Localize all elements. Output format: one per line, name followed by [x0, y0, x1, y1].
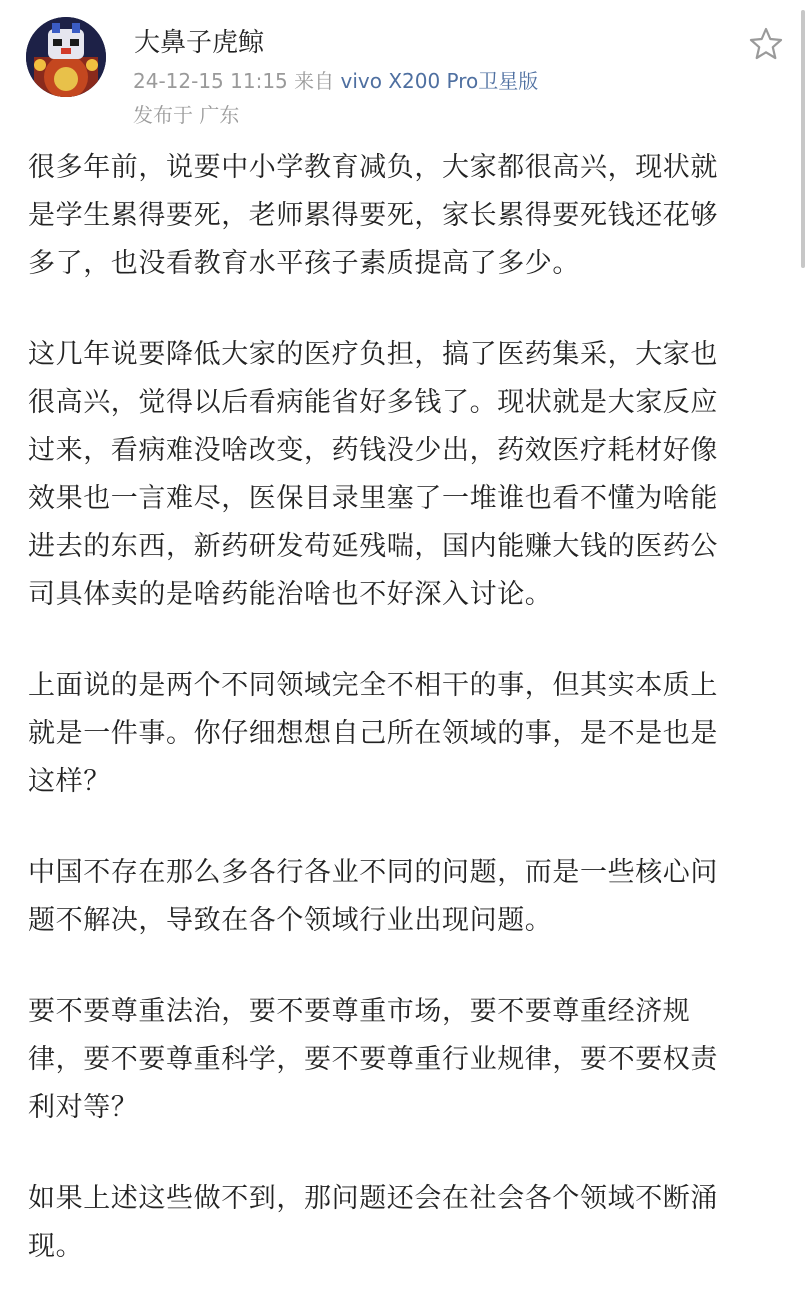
avatar-image: [26, 17, 106, 97]
star-outline-icon[interactable]: [748, 26, 784, 62]
scrollbar[interactable]: [801, 10, 805, 268]
post-meta: [133, 67, 538, 95]
paragraph: 上面说的是两个不同领域完全不相干的事，但其实本质上 就是一件事。你仔细想想自己所在领域的事，是不是也是 这样？: [28, 670, 718, 797]
post-content: [28, 144, 784, 1314]
paragraph: 中国不存在那么多各行各业不同的问题，而是一些核心问 题不解决，导致在各个领域行业出现问题。: [28, 857, 718, 936]
paragraph: 如果上述这些做不到，那问题还会在社会各个领域不断涌 现。: [28, 1183, 718, 1262]
paragraph: 要不要尊重法治，要不要尊重市场，要不要尊重经济规 律，要不要尊重科学，要不要尊重行业规律，要不要权责 利对等？: [28, 996, 718, 1123]
source-prefix: 来自: [294, 69, 335, 93]
paragraph: 这几年说要降低大家的医疗负担，搞了医药集采，大家也 很高兴，觉得以后看病能省好多钱了。现状就是大家反应 过来，看病难没啥改变，药钱没少出，药效医疗耗材好像 效果也一言难尽，医保目录里塞了一堆谁也看不懂为啥能 进去的东西，新药研发苟延残喘，国内能赚大钱的医药公 司具体卖的是啥药能治啥也不好深入讨论。: [28, 339, 718, 610]
device-link[interactable]: vivo X200 Pro卫星版: [340, 69, 539, 93]
post-location: 发布于 广东: [133, 103, 240, 127]
author-name[interactable]: 大鼻子虎鲸: [134, 28, 265, 58]
avatar[interactable]: [26, 17, 106, 97]
paragraph: 很多年前，说要中小学教育减负，大家都很高兴，现状就 是学生累得要死，老师累得要死，家长累得要死钱还花够 多了，也没看教育水平孩子素质提高了多少。: [28, 152, 718, 279]
post-timestamp: 24-12-15 11:15: [133, 69, 288, 93]
